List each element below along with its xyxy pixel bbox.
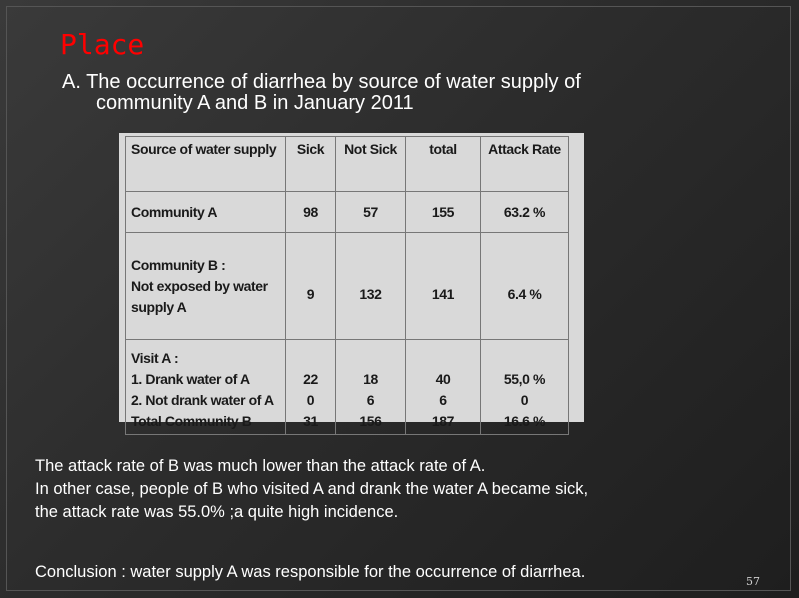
cell-line: 57 <box>363 203 378 220</box>
table-image <box>119 133 584 429</box>
cell-line: 18 <box>363 371 378 387</box>
findings-line-2: In other case, people of B who visited A and drank the water A became sick, <box>35 480 589 498</box>
slide-title: Place <box>60 28 145 61</box>
subtitle-line-1: A. The occurrence of diarrhea by source of water supply of <box>62 71 581 93</box>
cell-line: 187 <box>431 413 455 429</box>
header-source: Source of water supply <box>126 137 286 192</box>
cell-line: Total Community B <box>131 413 252 429</box>
cell-line: 63.2 % <box>503 203 546 220</box>
conclusion-text: Conclusion : water supply A was responsible for the occurrence of diarrhea. <box>35 563 586 581</box>
cell-not-sick <box>336 192 406 233</box>
cell-attack-rate <box>481 340 569 435</box>
cell-line: 156 <box>359 413 382 429</box>
cell-line: 1. Drank water of A <box>131 371 250 387</box>
slide-subtitle <box>62 72 762 114</box>
cell-line: 98 <box>303 203 318 220</box>
cell-total <box>406 233 481 340</box>
cell-line: 2. Not drank water of A <box>131 392 274 408</box>
header-total: total <box>406 137 481 192</box>
cell-attack-rate <box>481 192 569 233</box>
page-number: 57 <box>746 575 760 588</box>
cell-line: Visit A : <box>131 350 179 366</box>
cell-line: 16.6 % <box>503 413 546 429</box>
cell-attack-rate <box>481 233 569 340</box>
table-row <box>126 340 569 435</box>
cell-sick <box>286 233 336 340</box>
header-not-sick: Not Sick <box>336 137 406 192</box>
cell-source <box>126 340 286 435</box>
findings-paragraph <box>35 455 755 524</box>
cell-line: 6 <box>439 392 447 408</box>
cell-line: 40 <box>435 371 451 387</box>
cell-not-sick <box>336 233 406 340</box>
cell-line: 132 <box>359 285 382 302</box>
header-sick: Sick <box>286 137 336 192</box>
cell-line: supply A <box>131 298 187 315</box>
cell-line: 141 <box>431 285 455 302</box>
table-row <box>126 233 569 340</box>
cell-line: 9 <box>306 285 315 302</box>
cell-sick <box>286 192 336 233</box>
cell-line: 22 <box>303 371 318 387</box>
cell-source <box>126 192 286 233</box>
cell-not-sick <box>336 340 406 435</box>
cell-line: 155 <box>431 203 455 220</box>
subtitle-line-2: community A and B in January 2011 <box>96 92 414 114</box>
cell-line: Not exposed by water <box>131 277 268 294</box>
cell-source <box>126 233 286 340</box>
findings-line-3: the attack rate was 55.0% ;a quite high incidence. <box>35 503 399 521</box>
cell-total <box>406 192 481 233</box>
header-attack-rate: Attack Rate <box>481 137 569 192</box>
table-header-row <box>126 137 569 192</box>
cell-line: Community B : <box>131 256 226 273</box>
cell-total <box>406 340 481 435</box>
table-row <box>126 192 569 233</box>
findings-line-1: The attack rate of B was much lower than the attack rate of A. <box>35 457 486 475</box>
cell-line: Community A <box>131 203 218 220</box>
water-supply-table <box>125 136 569 435</box>
cell-line: 0 <box>306 392 315 408</box>
cell-line: 0 <box>520 392 529 408</box>
cell-line: 6.4 % <box>507 285 542 302</box>
cell-line: 6 <box>366 392 375 408</box>
cell-sick <box>286 340 336 435</box>
cell-line: 31 <box>303 413 318 429</box>
cell-line: 55,0 % <box>503 371 546 387</box>
